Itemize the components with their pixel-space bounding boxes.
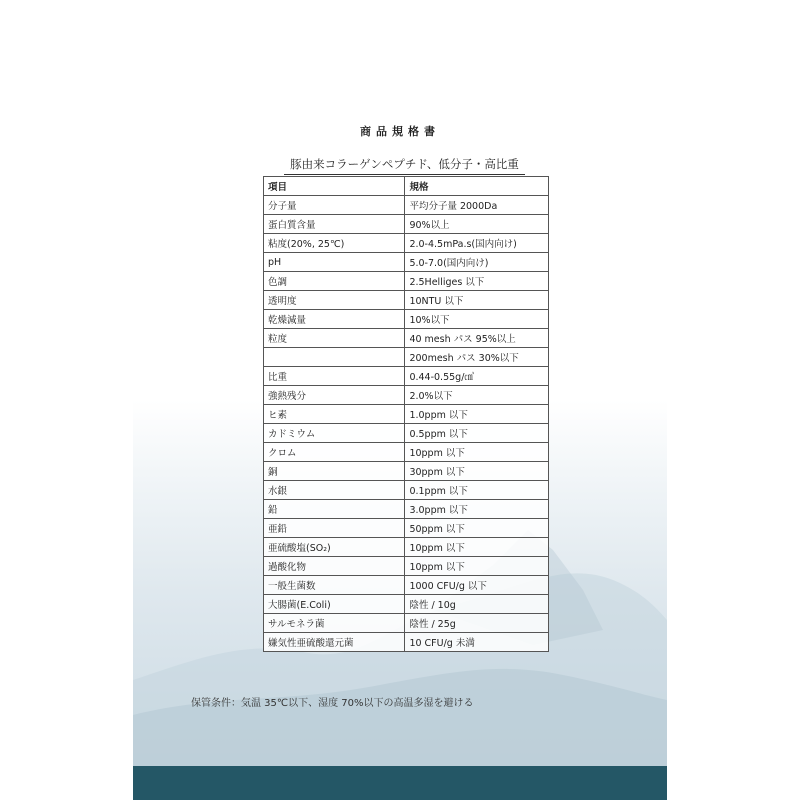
item-cell: ヒ素 xyxy=(264,405,405,424)
table-row xyxy=(264,291,549,310)
spec-cell: 50ppm 以下 xyxy=(405,519,549,538)
item-cell: 分子量 xyxy=(264,196,405,215)
table-row xyxy=(264,462,549,481)
spec-cell: 2.5Helliges 以下 xyxy=(405,272,549,291)
spec-cell: 平均分子量 2000Da xyxy=(405,196,549,215)
item-cell: 粘度(20%, 25℃) xyxy=(264,234,405,253)
item-cell: 粒度 xyxy=(264,329,405,348)
item-cell: 大腸菌(E.Coli) xyxy=(264,595,405,614)
table-row xyxy=(264,500,549,519)
spec-cell: 90%以上 xyxy=(405,215,549,234)
item-cell: 透明度 xyxy=(264,291,405,310)
table-row xyxy=(264,443,549,462)
spec-cell: 5.0-7.0(国内向け) xyxy=(405,253,549,272)
table-row xyxy=(264,595,549,614)
spec-sheet-page xyxy=(133,0,667,800)
table-row xyxy=(264,538,549,557)
product-subtitle: 豚由来コラーゲンペプチド、低分子・高比重 xyxy=(284,156,525,175)
item-cell: 蛋白質含量 xyxy=(264,215,405,234)
footer-band xyxy=(133,766,667,800)
document-title: 商品規格書 xyxy=(360,125,440,138)
spec-cell: 40 mesh パス 95%以上 xyxy=(405,329,549,348)
spec-cell: 10ppm 以下 xyxy=(405,538,549,557)
table-header-row xyxy=(264,177,549,196)
item-cell: クロム xyxy=(264,443,405,462)
item-cell: 水銀 xyxy=(264,481,405,500)
table-row xyxy=(264,386,549,405)
table-row xyxy=(264,348,549,367)
spec-cell: 10NTU 以下 xyxy=(405,291,549,310)
spec-cell: 30ppm 以下 xyxy=(405,462,549,481)
spec-cell: 0.5ppm 以下 xyxy=(405,424,549,443)
item-cell: 比重 xyxy=(264,367,405,386)
table-row xyxy=(264,367,549,386)
item-cell xyxy=(264,348,405,367)
table-row xyxy=(264,272,549,291)
item-cell: 色調 xyxy=(264,272,405,291)
item-cell: 嫌気性亜硫酸還元菌 xyxy=(264,633,405,652)
item-cell: カドミウム xyxy=(264,424,405,443)
table-row xyxy=(264,424,549,443)
column-header-item: 項目 xyxy=(264,177,405,196)
item-cell: 一般生菌数 xyxy=(264,576,405,595)
table-row xyxy=(264,405,549,424)
item-cell: 強熱残分 xyxy=(264,386,405,405)
item-cell: 亜鉛 xyxy=(264,519,405,538)
item-cell: サルモネラ菌 xyxy=(264,614,405,633)
spec-cell: 3.0ppm 以下 xyxy=(405,500,549,519)
spec-cell: 陰性 / 10g xyxy=(405,595,549,614)
spec-cell: 2.0%以下 xyxy=(405,386,549,405)
item-cell: 銅 xyxy=(264,462,405,481)
table-row xyxy=(264,557,549,576)
spec-cell: 0.1ppm 以下 xyxy=(405,481,549,500)
spec-table xyxy=(263,176,549,652)
table-row xyxy=(264,234,549,253)
spec-cell: 10ppm 以下 xyxy=(405,443,549,462)
storage-conditions: 保管条件：気温 35℃以下、湿度 70%以下の高温多湿を避ける xyxy=(191,698,474,709)
spec-cell: 10ppm 以下 xyxy=(405,557,549,576)
spec-cell: 1000 CFU/g 以下 xyxy=(405,576,549,595)
table-row xyxy=(264,196,549,215)
spec-cell: 2.0-4.5mPa.s(国内向け) xyxy=(405,234,549,253)
table-row xyxy=(264,576,549,595)
spec-cell: 10%以下 xyxy=(405,310,549,329)
table-row xyxy=(264,253,549,272)
item-cell: 亜硫酸塩(SO₂) xyxy=(264,538,405,557)
spec-cell: 陰性 / 25g xyxy=(405,614,549,633)
table-row xyxy=(264,614,549,633)
item-cell: 鉛 xyxy=(264,500,405,519)
item-cell: 乾燥減量 xyxy=(264,310,405,329)
table-row xyxy=(264,633,549,652)
spec-table-body xyxy=(264,196,549,652)
spec-cell: 10 CFU/g 未満 xyxy=(405,633,549,652)
item-cell: 過酸化物 xyxy=(264,557,405,576)
spec-cell: 0.44-0.55g/㎤ xyxy=(405,367,549,386)
spec-cell: 200mesh パス 30%以下 xyxy=(405,348,549,367)
column-header-spec: 規格 xyxy=(405,177,549,196)
item-cell: pH xyxy=(264,253,405,272)
spec-cell: 1.0ppm 以下 xyxy=(405,405,549,424)
table-row xyxy=(264,481,549,500)
table-row xyxy=(264,215,549,234)
table-row xyxy=(264,329,549,348)
table-row xyxy=(264,519,549,538)
table-row xyxy=(264,310,549,329)
